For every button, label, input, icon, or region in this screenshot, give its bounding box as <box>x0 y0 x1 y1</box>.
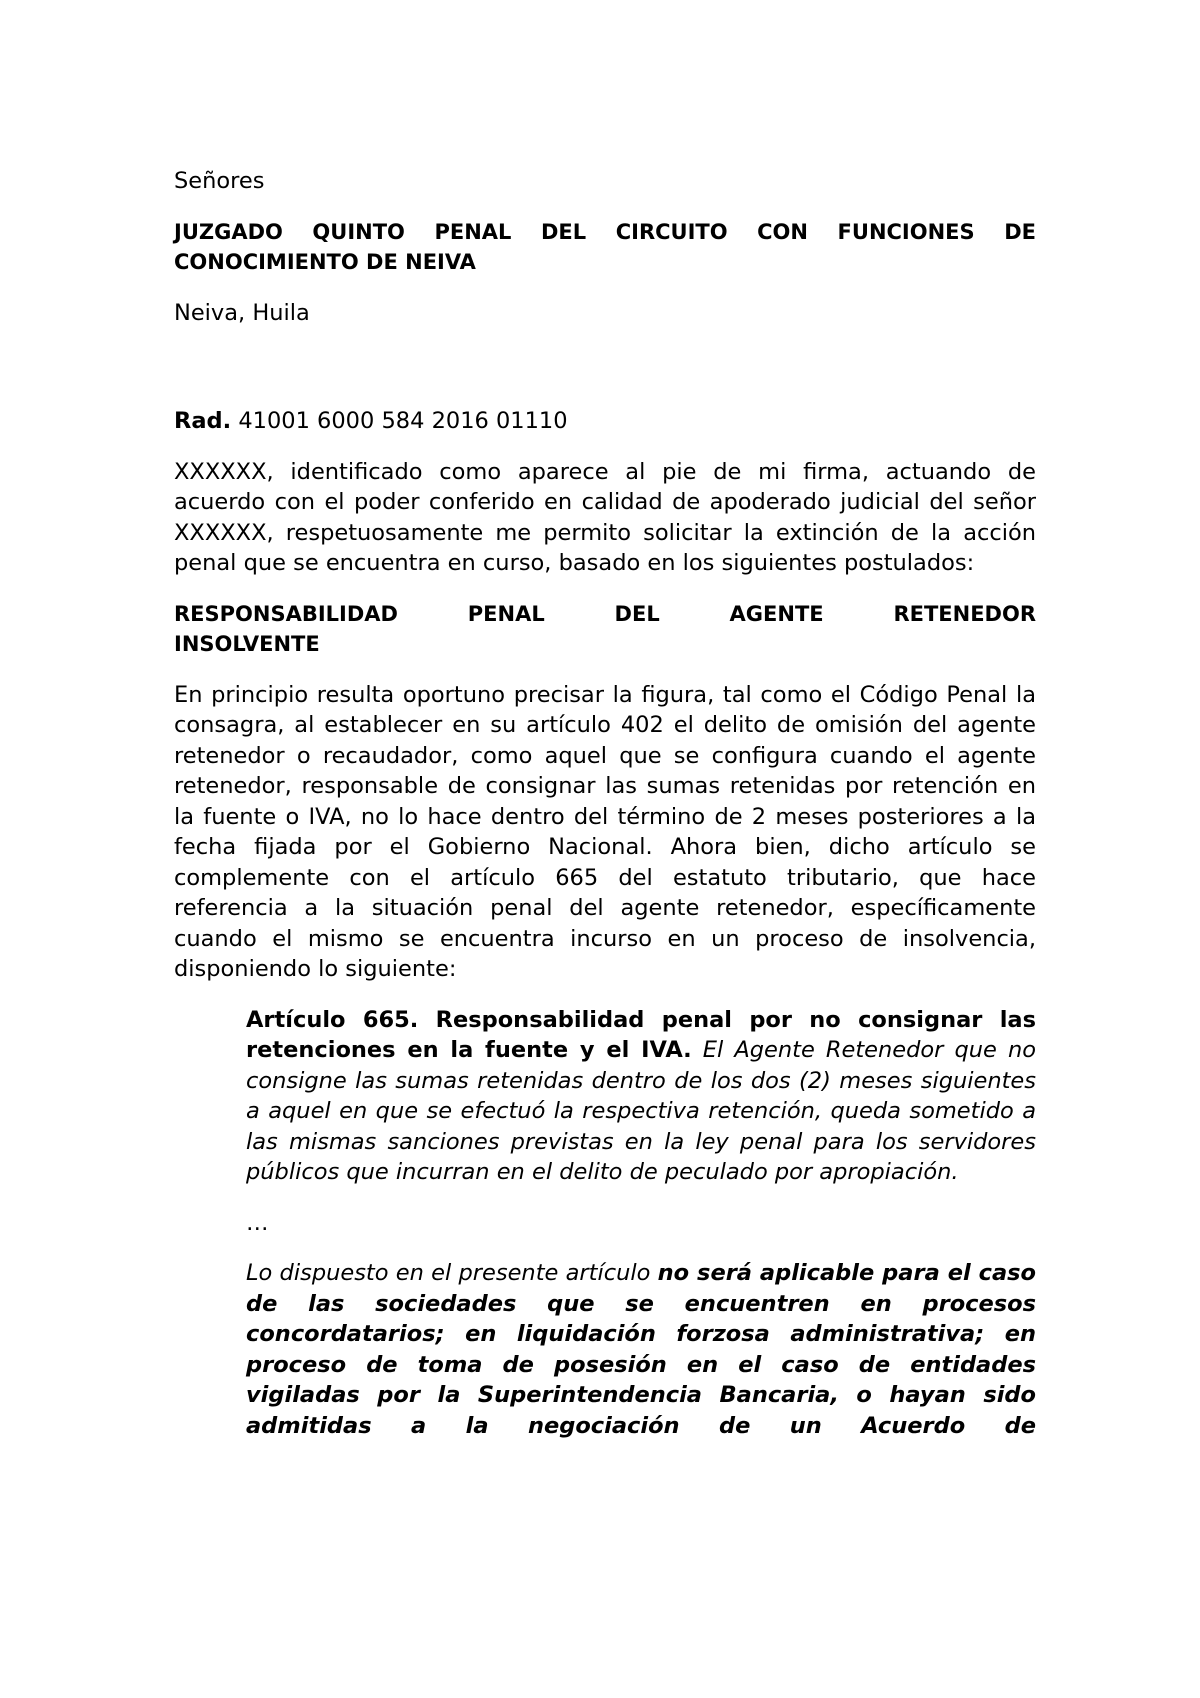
city-line: Neiva, Huila <box>174 299 310 326</box>
quote-ellipsis: … <box>246 1209 269 1236</box>
letter-body <box>174 166 1036 1441</box>
quote-exception-bold: no será aplicable para el caso de las sociedades que se encuentren en procesos concordatarios; en liquidación forzosa administrativa; en proceso de toma de posesión en el caso de entidades vigiladas por la Superintendencia Bancaria, o hayan sido admitidas a la negociación de un Acuerdo de <box>246 1260 1036 1439</box>
quote-exception-paragraph <box>246 1258 1036 1441</box>
body-paragraph: En principio resulta oportuno precisar la figura, tal como el Código Penal la consagra, al establecer en su artículo 402 el delito de omisión del agente retenedor o recaudador, como aquel que se configura cuando el agente retenedor, responsable de consignar las sumas retenidas por retención en la fuente o IVA, no lo hace dentro del término de 2 meses posteriores a la fecha fijada por el Gobierno Nacional. Ahora bien, dicho artículo se complemente con el artículo 665 del estatuto tributario, que hace referencia a la situación penal del agente retenedor, específicamente cuando el mismo se encuentra incurso en un proceso de insolvencia, disponiendo lo siguiente: <box>174 681 1036 982</box>
greeting: Señores <box>174 168 265 194</box>
section-heading-line2: INSOLVENTE <box>174 632 320 656</box>
quote-article-665 <box>246 1005 1036 1188</box>
case-reference-label: Rad. <box>174 408 232 434</box>
intro-paragraph: XXXXXX, identificado como aparece al pie de mi firma, actuando de acuerdo con el poder conferido en calidad de apoderado judicial del señor XXXXXX, respetuosamente me permito solicitar la extinción de la acción penal que se encuentra en curso, basado en los siguientes postulados: <box>174 458 1036 576</box>
court-name: JUZGADO QUINTO PENAL DEL CIRCUITO CON FUNCIONES DE CONOCIMIENTO DE NEIVA <box>174 219 1036 274</box>
section-heading-line1: RESPONSABILIDAD PENAL DEL AGENTE RETENEDOR <box>174 601 1036 626</box>
section-heading <box>174 599 1036 660</box>
legal-quote <box>246 1005 1036 1442</box>
quote-article-title: Artículo 665. Responsabilidad penal por no consignar las retenciones en la fuente y el IVA. <box>246 1006 1036 1063</box>
case-reference <box>174 406 1036 437</box>
case-reference-number: 41001 6000 584 2016 01110 <box>231 408 568 434</box>
quote-article-text: El Agente Retenedor que no consigne las sumas retenidas dentro de los dos (2) meses siguientes a aquel en que se efectuó la respectiva retención, queda sometido a las mismas sanciones previstas en la ley penal para los servidores públicos que incurran en el delito de peculado por apropiación. <box>246 1037 1037 1185</box>
quote-exception-intro: Lo dispuesto en el presente artículo <box>246 1260 658 1286</box>
